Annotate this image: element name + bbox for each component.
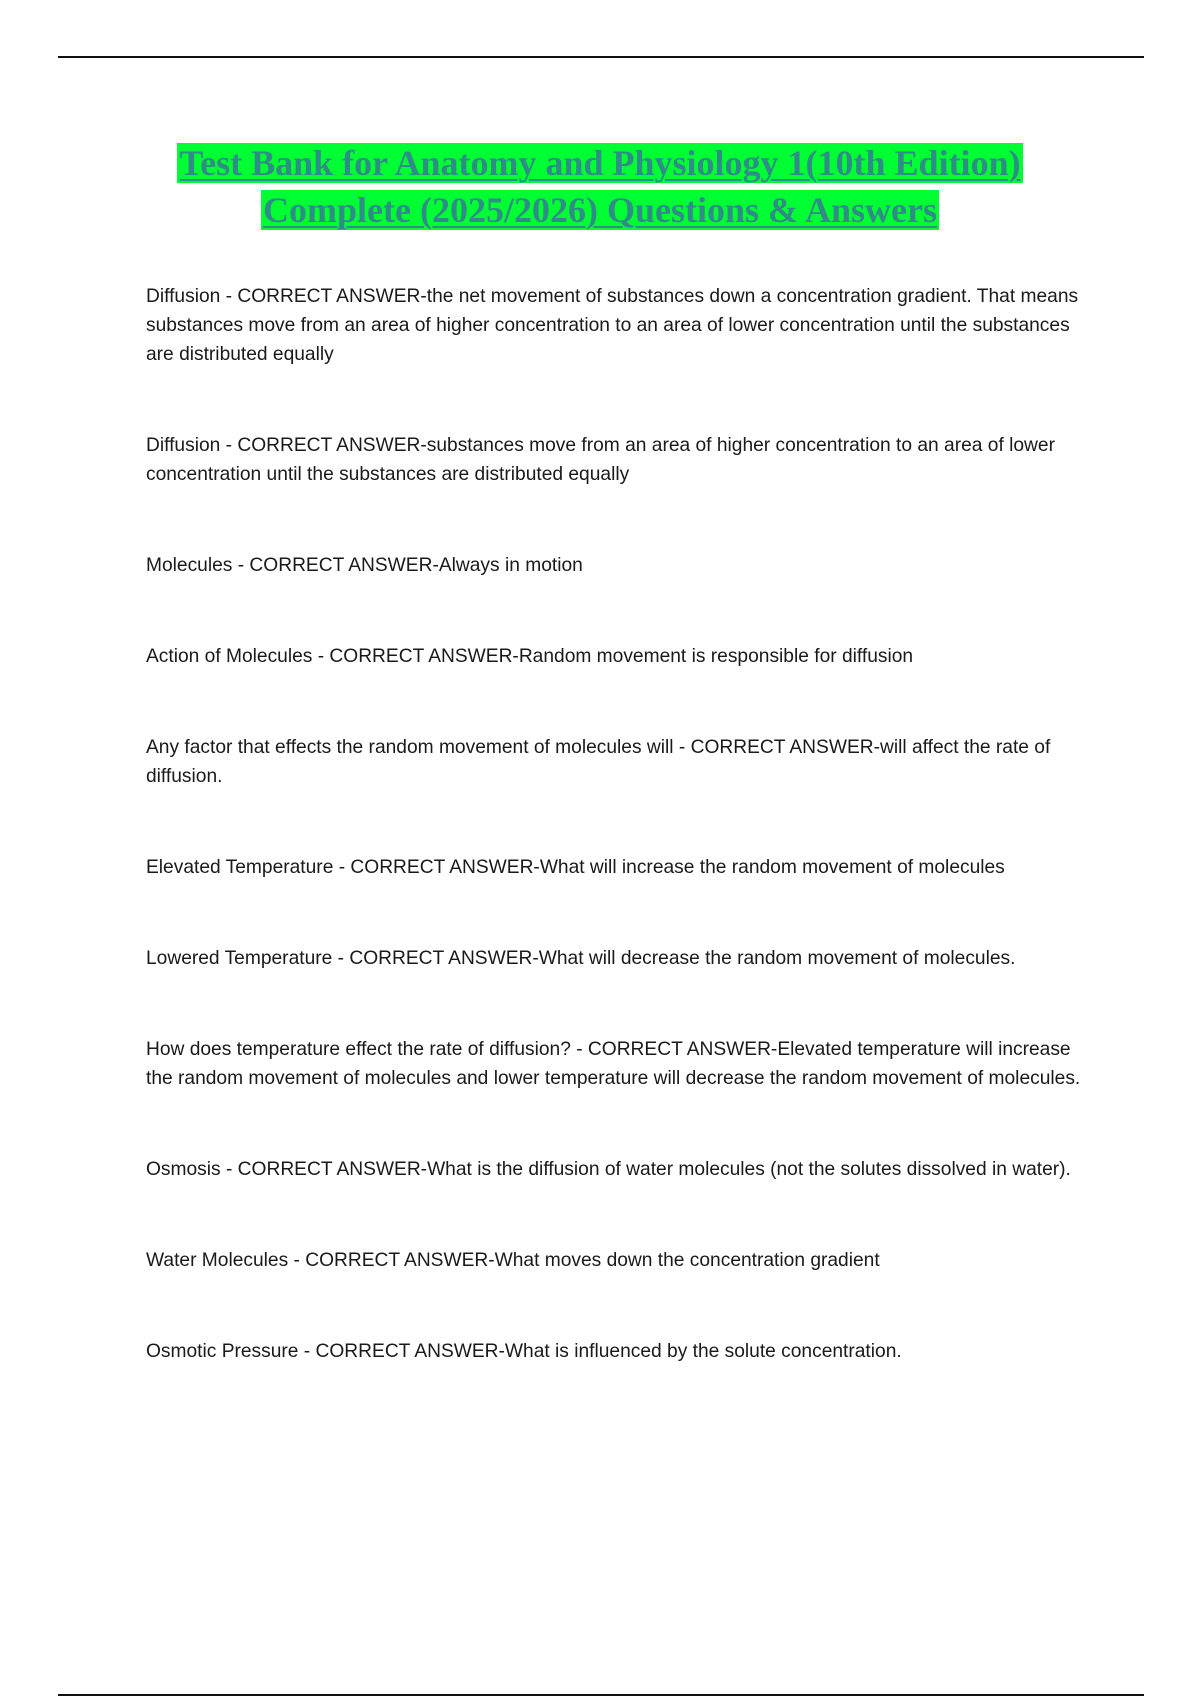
qa-item: How does temperature effect the rate of diffusion? - CORRECT ANSWER-Elevated temperature will increase the random movement of molecules and lower temperature will decrease the random movement of molecules. [146, 1039, 1081, 1089]
qa-item: Water Molecules - CORRECT ANSWER-What moves down the concentration gradient [146, 1250, 880, 1271]
qa-item: Osmosis - CORRECT ANSWER-What is the diffusion of water molecules (not the solutes dissolved in water). [146, 1159, 1071, 1180]
header-rule [58, 56, 1144, 58]
title-line-1: Test Bank for Anatomy and Physiology 1(10th Edition) [179, 143, 1021, 183]
qa-item: Diffusion - CORRECT ANSWER-the net movement of substances down a concentration gradient. That means substances move from an area of higher concentration to an area of lower concentration until the substances are distributed equally [146, 286, 1079, 365]
qa-list [146, 282, 1086, 1428]
qa-item: Lowered Temperature - CORRECT ANSWER-What will decrease the random movement of molecules. [146, 948, 1016, 969]
qa-item: Any factor that effects the random movement of molecules will - CORRECT ANSWER-will affect the rate of diffusion. [146, 737, 1051, 787]
qa-item: Action of Molecules - CORRECT ANSWER-Random movement is responsible for diffusion [146, 646, 914, 667]
document-title [100, 140, 1100, 234]
qa-item: Diffusion - CORRECT ANSWER-substances move from an area of higher concentration to an area of lower concentration until the substances are distributed equally [146, 435, 1055, 485]
qa-item: Elevated Temperature - CORRECT ANSWER-What will increase the random movement of molecules [146, 857, 1005, 878]
footer-rule [58, 1694, 1144, 1696]
qa-item: Molecules - CORRECT ANSWER-Always in motion [146, 555, 583, 576]
title-line-2: Complete (2025/2026) Questions & Answers [263, 190, 937, 230]
qa-item: Osmotic Pressure - CORRECT ANSWER-What is influenced by the solute concentration. [146, 1341, 902, 1362]
